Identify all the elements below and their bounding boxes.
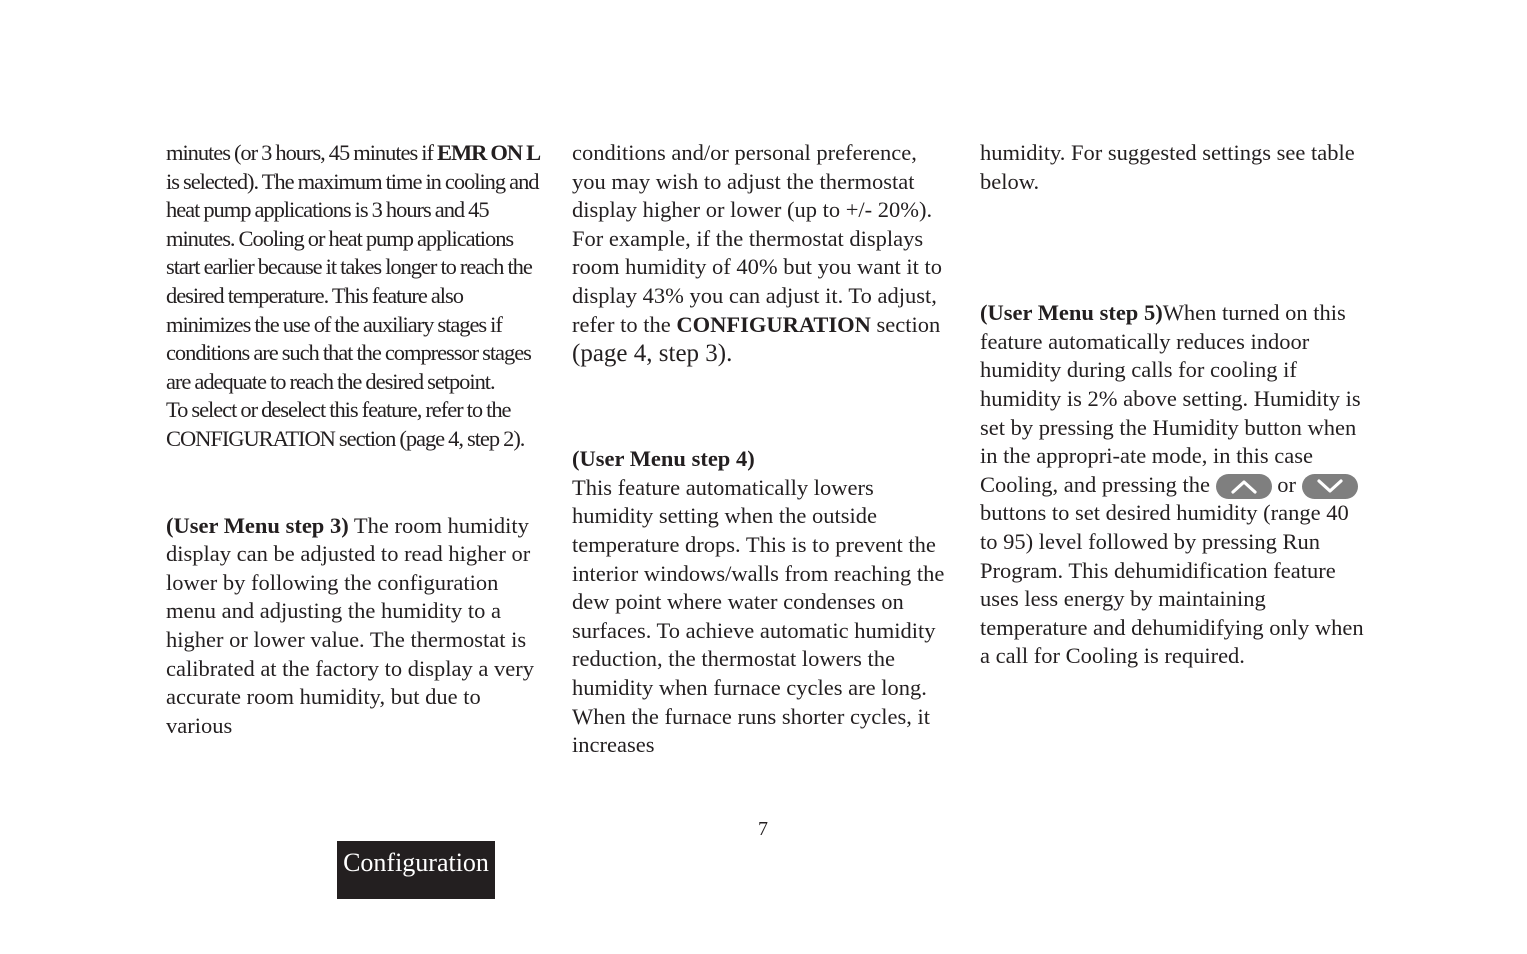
step-heading: (User Menu step 5)	[980, 300, 1163, 326]
column-2	[572, 139, 952, 760]
step-heading: (User Menu step 3)	[166, 512, 349, 538]
paragraph-early-recovery	[166, 139, 546, 396]
text-run: The room humidity display can be adjusted to read higher or lower by following the configuration menu and adjusting the humidity to a higher or lower value. The thermostat is calibrated at the factory to display a very accurate room humidity, but due to various	[166, 512, 534, 738]
column-3	[980, 139, 1365, 671]
text-run: minutes (or 3 hours, 45 minutes if	[166, 140, 437, 165]
text-run: buttons to set desired humidity (range 40 to 95) level followed by pressing Run Program. This dehumidification feature uses less energy by maintaining temperature and dehumidifying only when a call for Cooling is required.	[980, 500, 1364, 669]
column-1	[166, 139, 546, 740]
text-run: or	[1271, 471, 1302, 497]
text-run: This feature automatically lowers humidity setting when the outside temperature drops. This is to prevent the interior windows/walls from reaching the dew point where water condenses on surfaces. To achieve automatic humidity reduction, the thermostat lowers the humidity when furnace cycles are long. When the furnace runs shorter cycles, it increases	[572, 474, 945, 758]
text-run: conditions and/or personal preference, you may wish to adjust the thermostat display higher or lower (up to +/- 20%). For example, if the thermostat displays room humidity of 40% but you want it to display 43% you can adjust it. To adjust, refer to the	[572, 140, 942, 337]
paragraph-suggested-settings: humidity. For suggested settings see table below.	[980, 140, 1355, 194]
page-number: 7	[758, 818, 768, 840]
step-heading: (User Menu step 4)	[572, 446, 755, 472]
chevron-down-icon	[1302, 474, 1358, 499]
section-tab-configuration: Configuration	[337, 841, 495, 899]
chevron-up-icon	[1216, 474, 1272, 499]
text-run: is selected). The maximum time in cooling and heat pump applications is 3 hours and 45 minutes. Cooling or heat pump applications start earlier because it takes longer to reach the desired temperature. This feature also minimizes the use of the auxiliary stages if conditions are such that the compressor stages are adequate to reach the desired setpoint.	[166, 168, 539, 394]
paragraph-humidity-adjust	[572, 139, 952, 369]
paragraph-user-menu-step-5	[980, 299, 1365, 671]
page-reference: (page 4, step 3).	[572, 340, 733, 368]
emr-on-l-label: EMR ON L	[436, 140, 541, 165]
paragraph-select-feature: To select or deselect this feature, refer to the CONFIGURATION section (page 4, step 2).	[166, 397, 525, 451]
text-run: section	[870, 311, 941, 337]
configuration-label: CONFIGURATION	[676, 311, 871, 337]
text-run: When turned on this feature automatically reduces indoor humidity during calls for cooling if humidity is 2% above setting. Humidity is set by pressing the Humidity button when in the appropri-ate mode, in this case Cooling, and pressing the	[980, 300, 1361, 497]
paragraph-user-menu-step-4	[572, 445, 952, 760]
paragraph-user-menu-step-3	[166, 512, 546, 741]
